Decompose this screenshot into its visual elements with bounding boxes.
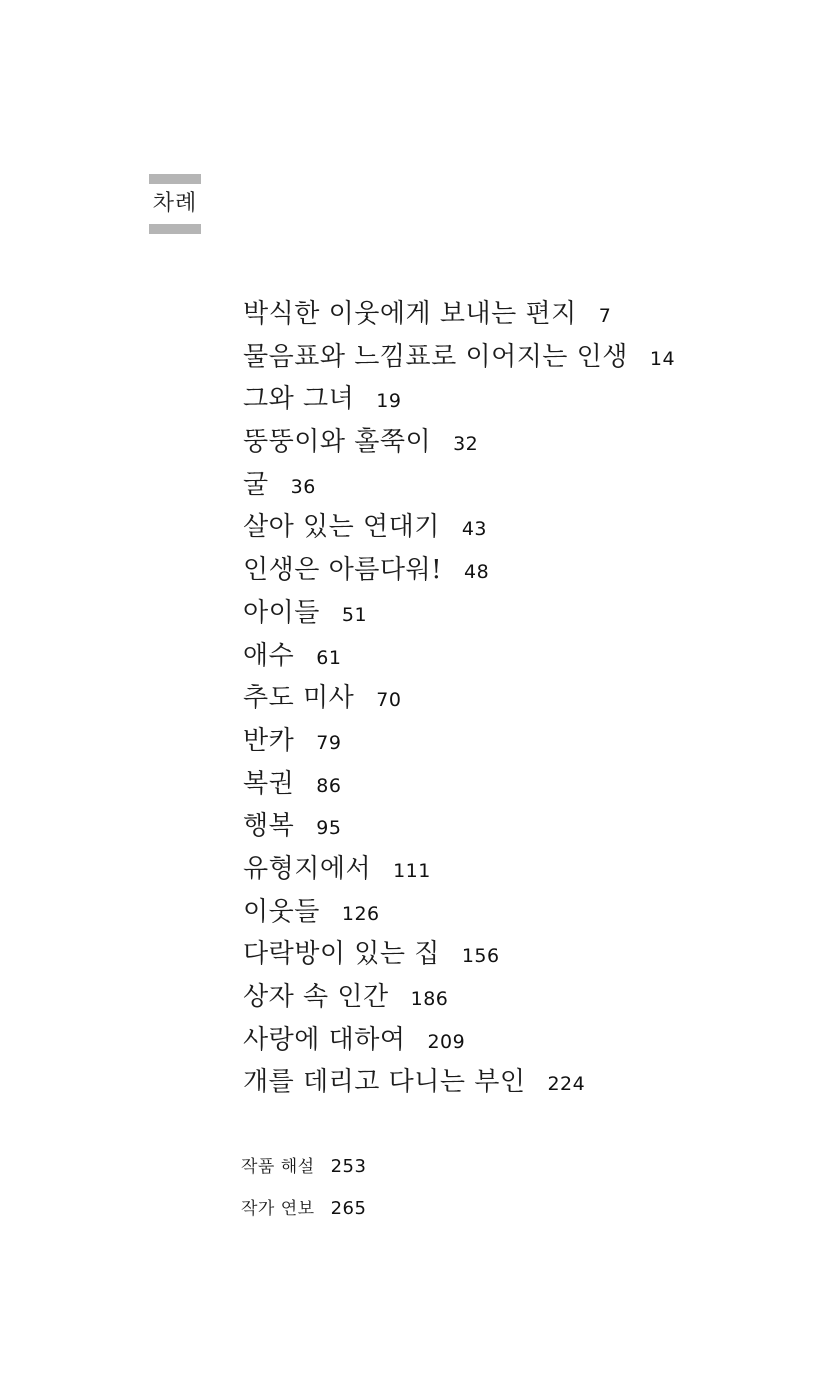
toc-entry[interactable]	[243, 720, 675, 763]
toc-entry[interactable]	[243, 421, 675, 464]
entry-page: 95	[316, 817, 342, 840]
entry-page: 265	[330, 1198, 367, 1219]
entry-title: 작품 해설	[241, 1157, 315, 1177]
entry-title: 복권	[243, 768, 295, 799]
entry-title: 추도 미사	[243, 683, 355, 714]
toc-entry[interactable]	[243, 848, 675, 891]
toc-entry[interactable]	[243, 933, 675, 976]
entry-title: 사랑에 대하여	[243, 1024, 406, 1055]
toc-entry[interactable]	[243, 1061, 675, 1104]
toc-entry[interactable]	[243, 677, 675, 720]
back-matter-entry[interactable]	[241, 1146, 366, 1188]
entry-page: 7	[598, 305, 612, 327]
top-rule	[149, 174, 201, 184]
entry-title: 애수	[243, 640, 295, 671]
entry-title: 작가 연보	[241, 1199, 315, 1219]
entry-page: 111	[393, 859, 431, 882]
entry-page: 36	[290, 475, 316, 498]
entry-page: 186	[410, 988, 449, 1010]
entry-title: 인생은 아름다워!	[243, 555, 443, 586]
entry-title: 행복	[243, 811, 295, 842]
back-matter-list	[241, 1146, 366, 1230]
entry-page: 51	[341, 603, 368, 626]
entry-title: 살아 있는 연대기	[243, 512, 440, 543]
entry-title: 그와 그녀	[243, 384, 355, 415]
toc-entry[interactable]	[243, 1019, 675, 1062]
entry-title: 다락방이 있는 집	[243, 939, 440, 970]
entry-title: 상자 속 인간	[243, 982, 389, 1012]
entry-page: 14	[649, 347, 676, 370]
contents-list	[243, 293, 675, 1104]
toc-entry[interactable]	[243, 805, 675, 848]
entry-title: 아이들	[243, 597, 320, 628]
toc-entry[interactable]	[243, 293, 675, 336]
toc-entry[interactable]	[243, 763, 675, 806]
entry-page: 32	[453, 433, 479, 456]
back-matter-entry[interactable]	[241, 1188, 366, 1230]
entry-title: 유형지에서	[243, 853, 372, 884]
entry-page: 86	[316, 774, 342, 797]
entry-page: 253	[330, 1156, 367, 1177]
entry-page: 224	[547, 1073, 586, 1096]
toc-entry[interactable]	[243, 506, 675, 549]
toc-entry[interactable]	[243, 891, 675, 934]
entry-title: 반카	[243, 725, 295, 756]
entry-page: 156	[461, 945, 500, 968]
entry-page: 48	[464, 561, 490, 584]
entry-page: 126	[341, 902, 380, 925]
entry-title: 이웃들	[243, 896, 320, 927]
entry-title: 박식한 이웃에게 보내는 편지	[243, 299, 577, 329]
entry-title: 굴	[243, 469, 269, 500]
entry-title: 뚱뚱이와 홀쭉이	[243, 427, 432, 458]
toc-entry[interactable]	[243, 635, 675, 678]
toc-entry[interactable]	[243, 336, 675, 379]
entry-title: 개를 데리고 다니는 부인	[243, 1067, 526, 1098]
entry-page: 19	[376, 390, 402, 413]
entry-page: 79	[316, 731, 342, 754]
bottom-rule	[149, 224, 201, 234]
toc-entry[interactable]	[243, 549, 675, 592]
toc-entry[interactable]	[243, 976, 675, 1019]
entry-page: 70	[376, 689, 402, 712]
entry-page: 61	[316, 646, 342, 669]
entry-page: 43	[461, 518, 488, 541]
entry-title: 물음표와 느낌표로 이어지는 인생	[243, 341, 628, 372]
toc-entry[interactable]	[243, 378, 675, 421]
toc-heading-label: 차례	[152, 191, 198, 216]
toc-heading	[149, 174, 201, 234]
toc-entry[interactable]	[243, 464, 675, 507]
toc-entry[interactable]	[243, 592, 675, 635]
entry-page: 209	[427, 1030, 466, 1053]
